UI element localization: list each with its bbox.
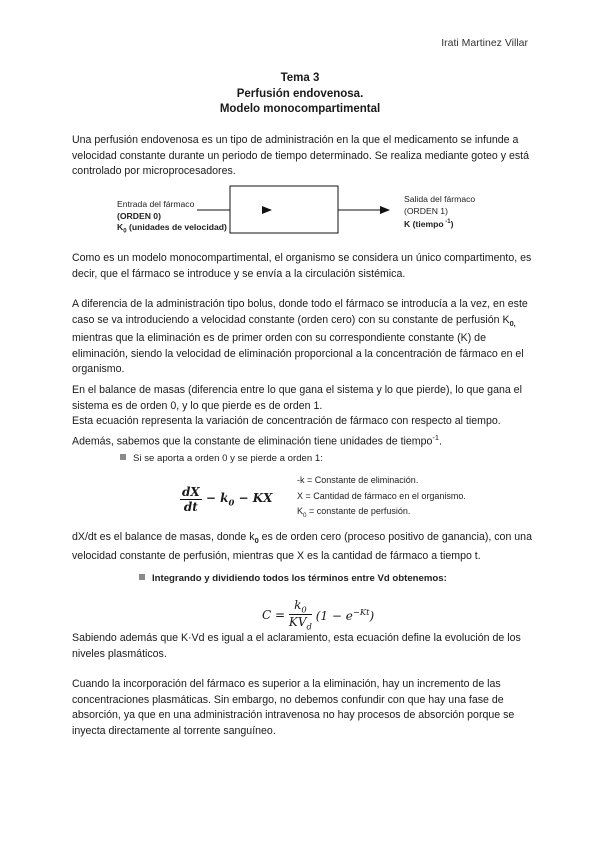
paragraph-dxdt: dX/dt es el balance de masas, donde $k_0$ es de orden cero (proceso positivo de ganancia), con una velocidad constante de perfusión, mientras que X es la cantidad de fármaco a tiempo t. xyxy=(72,531,532,562)
diagram-output-line-2: (ORDEN 1) xyxy=(404,205,448,216)
paragraph-monocompartment: Como es un modelo monocompartimental, el organismo se considera un único compartimento, es decir, que el fármaco se introduce y se envía a la circulación sistémica. xyxy=(72,252,532,280)
paragraph-mass-balance: En el balance de masas (diferencia entre lo que gana el sistema y lo que pierde), lo que gana el sistema es de orden 0, y lo que pierde es de orden 1. Esta ecuación representa la variación de concentración de fármaco con respecto al tiempo. Además, sabemos que la constante de eliminación tiene unidades de tiempo$^{-1}$. xyxy=(72,384,522,448)
bullet-integration: Integrando y dividiendo todos los términos entre Vd obtenemos: xyxy=(139,573,447,584)
diagram-output-label xyxy=(404,194,475,230)
title-line-1: Tema 3 xyxy=(280,72,320,84)
diagram-output-arrow xyxy=(380,206,390,214)
bullet-order-condition: Si se aporta a orden 0 y se pierde a orden 1: xyxy=(120,453,323,464)
paragraph-intro: Una perfusión endovenosa es un tipo de administración en la que el medicamento se infunde a velocidad constante durante un periodo de tiempo determinado. Se realiza mediante goteo y está controlado por microprocesadores. xyxy=(72,134,530,178)
bullet-square-icon xyxy=(120,454,126,460)
legend-line-2: X = Cantidad de fármaco en el organismo. xyxy=(297,490,466,501)
equation-legend xyxy=(297,473,466,523)
diagram-output-line-3: K (tiempo $^{-1}$) xyxy=(404,218,454,229)
diagram-input-line-1: Entrada del fármaco xyxy=(117,199,195,209)
paragraph-bolus-comparison: A diferencia de la administración tipo bolus, donde todo el fármaco se introducía a la vez, en este caso se va introduciendo a velocidad constante (orden cero) con su constante de perfusión $K_{0,}$ mientras que la eliminación es de primer orden con su correspondiente constante (K) de eliminación, siendo la velocidad de eliminación proporcional a la concentración de fármaco en el organismo. xyxy=(72,298,528,376)
diagram-input-line-2: (ORDEN 0) xyxy=(117,210,161,221)
mass-balance-equation: $\frac{dX}{dt}$ − $k_0$ − KX xyxy=(182,485,273,514)
legend-line-1: -k = Constante de eliminación. xyxy=(297,475,419,485)
diagram-output-line-1: Salida del fármaco xyxy=(404,194,476,204)
diagram-box xyxy=(230,186,338,233)
bullet-square-icon xyxy=(139,574,145,580)
title-line-2: Perfusión endovenosa. xyxy=(236,87,364,100)
concentration-equation: C = $k_0$ $KV_d$ $(1 - e^{-Kt})$ xyxy=(262,598,375,632)
diagram-inner-arrow xyxy=(262,206,272,214)
legend-line-3: $K_0$ = constante de perfusión. xyxy=(297,506,411,519)
paragraph-absorption: Cuando la incorporación del fármaco es superior a la eliminación, hay un incremento de las concentraciones plasmáticas. Sin embargo, no debemos confundir con que hay una fase de absorción, ya que en una administración intravenosa no hay procesos de absorción porque se inyecta directamente al torrente sanguíneo. xyxy=(72,678,515,737)
title-line-3: Modelo monocompartimental xyxy=(219,103,381,115)
paragraph-clearance: Sabiendo además que K·Vd es igual a el aclaramiento, esta ecuación define la evolución de los niveles plasmáticos. xyxy=(72,632,521,660)
diagram-input-line-3: $K_0$ (unidades de velocidad) xyxy=(117,222,227,235)
author-name: Irati Martinez Villar xyxy=(441,37,528,49)
